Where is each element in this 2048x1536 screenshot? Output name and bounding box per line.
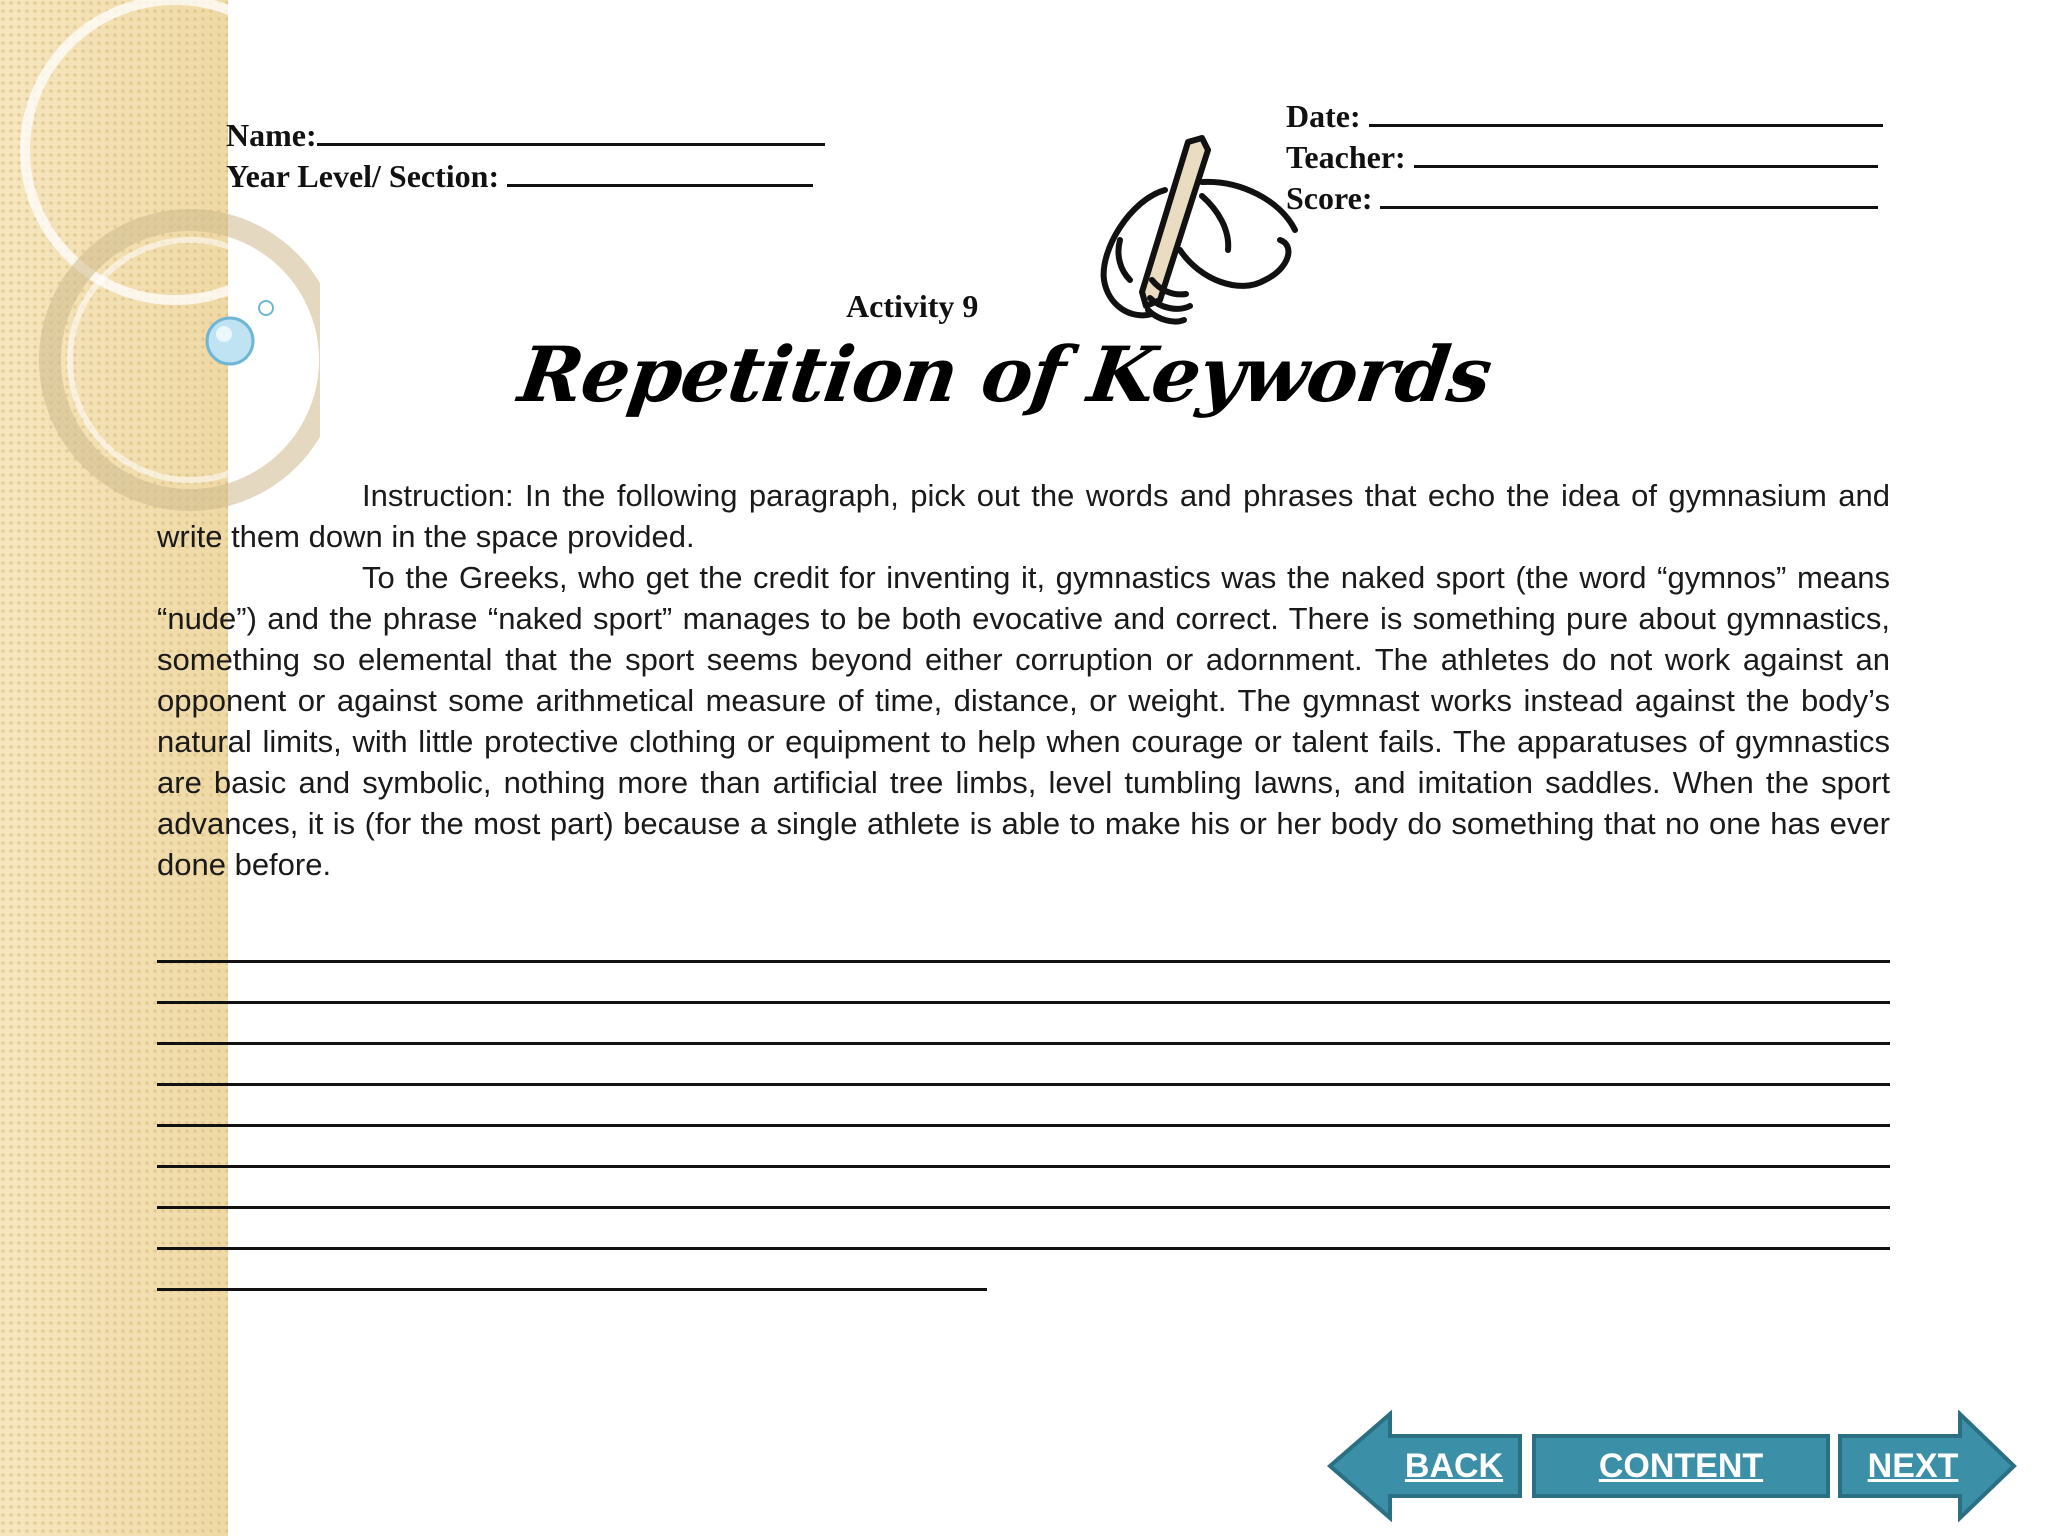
name-label: Name: xyxy=(226,117,317,153)
activity-title: Repetition of Keywords xyxy=(513,330,1497,419)
decorative-circles xyxy=(0,0,320,520)
answer-line[interactable] xyxy=(157,922,1890,963)
back-button[interactable]: BACK xyxy=(1404,1446,1504,1485)
reading-paragraph: To the Greeks, who get the credit for inventing it, gymnastics was the naked sport (the word “gymnos” means “nude”) and the phrase “naked sport” manages to be both evocative and correct. There is something pure about gymnastics, something so elemental that the sport seems beyond either corruption or adornment. The athletes do not work against an opponent or against some arithmetical measure of time, distance, or weight. The gymnast works instead against the body’s natural limits, with little protective clothing or equipment to help when courage or talent fails. The apparatuses of gymnastics are basic and symbolic, nothing more than artificial tree limbs, level tumbling lawns, and imitation saddles. When the sport advances, it is (for the most part) because a single athlete is able to make his or her body do something that no one has ever done before. xyxy=(157,560,1890,882)
student-info-block xyxy=(226,115,825,197)
next-button[interactable]: NEXT xyxy=(1867,1446,1959,1485)
answer-line[interactable] xyxy=(157,1127,1890,1168)
answer-line[interactable] xyxy=(157,1045,1890,1086)
date-field[interactable] xyxy=(1369,98,1883,127)
grading-info-block xyxy=(1286,96,1883,219)
writing-hand-icon xyxy=(1090,130,1310,330)
answer-line[interactable] xyxy=(157,963,1890,1004)
answer-line[interactable] xyxy=(157,1004,1890,1045)
answer-area[interactable] xyxy=(157,922,1890,1291)
date-label: Date: xyxy=(1286,98,1361,134)
answer-line[interactable] xyxy=(157,1168,1890,1209)
activity-body xyxy=(157,475,1890,885)
answer-line[interactable] xyxy=(157,1250,987,1291)
instruction-text: Instruction: In the following paragraph, pick out the words and phrases that echo the idea of gymnasium and write them down in the space provided. xyxy=(157,478,1890,554)
content-button[interactable]: CONTENT xyxy=(1598,1446,1764,1485)
teacher-field[interactable] xyxy=(1414,139,1878,168)
answer-line[interactable] xyxy=(157,1209,1890,1250)
year-section-label: Year Level/ Section: xyxy=(226,158,500,194)
score-label: Score: xyxy=(1286,180,1373,216)
teacher-label: Teacher: xyxy=(1286,139,1406,175)
year-section-field[interactable] xyxy=(507,158,813,187)
activity-number: Activity 9 xyxy=(846,288,979,324)
name-field[interactable] xyxy=(317,117,825,146)
score-field[interactable] xyxy=(1380,180,1878,209)
answer-line[interactable] xyxy=(157,1086,1890,1127)
